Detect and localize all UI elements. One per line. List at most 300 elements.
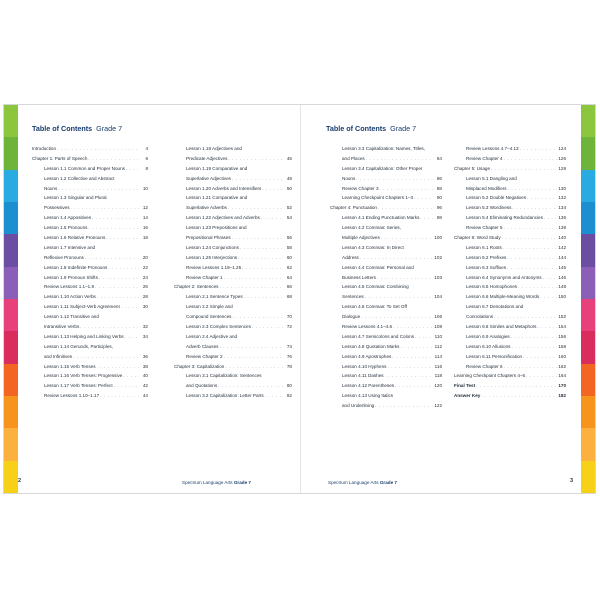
toc-entry-label: Lesson 4.6 Commas: To Set Off bbox=[342, 304, 407, 310]
dot-leader bbox=[99, 273, 139, 283]
dot-leader bbox=[125, 332, 139, 342]
toc-entry-page: 50 bbox=[286, 185, 292, 191]
toc-entry-page: 98 bbox=[436, 215, 442, 221]
color-band-segment bbox=[581, 202, 595, 234]
toc-entry-label: Lesson 1.16 Verb Tenses: Progressive bbox=[44, 373, 123, 379]
toc-entry-page: 60 bbox=[286, 254, 292, 260]
toc-entry bbox=[454, 322, 566, 332]
book-spread bbox=[3, 104, 596, 494]
toc-entry-page: 20 bbox=[142, 254, 148, 260]
toc-entry-page: 28 bbox=[142, 294, 148, 300]
dot-leader bbox=[232, 233, 283, 243]
dot-leader bbox=[228, 203, 283, 213]
toc-entry bbox=[174, 233, 292, 243]
page-footer bbox=[182, 480, 251, 485]
dot-leader bbox=[123, 371, 139, 381]
toc-entry bbox=[454, 312, 566, 322]
dot-leader bbox=[491, 164, 557, 174]
toc-entry bbox=[174, 184, 292, 194]
dot-leader bbox=[219, 282, 283, 292]
toc-entry bbox=[330, 233, 442, 243]
toc-entry-page: 108 bbox=[434, 324, 442, 330]
toc-entry-label: Misplaced Modifiers bbox=[466, 185, 507, 191]
toc-entry bbox=[32, 164, 148, 174]
toc-entry-page: 128 bbox=[558, 165, 566, 171]
dot-leader bbox=[523, 352, 557, 362]
dot-leader bbox=[540, 292, 557, 302]
dot-leader bbox=[504, 154, 557, 164]
toc-entry-label: Review Chapter 2 bbox=[186, 353, 223, 359]
toc-entry-page: 145 bbox=[558, 264, 566, 270]
toc-entry-label: Final Test bbox=[454, 383, 476, 389]
toc-entry-label: Lesson 1.17 Verb Tenses: Perfect bbox=[44, 383, 113, 389]
color-band-segment bbox=[4, 202, 18, 234]
toc-entry-page: 162 bbox=[558, 363, 566, 369]
toc-entry-page: 112 bbox=[434, 343, 442, 349]
toc-entry bbox=[174, 223, 292, 233]
color-band-segment bbox=[581, 299, 595, 331]
toc-entry-page: 38 bbox=[142, 363, 148, 369]
toc-entry-label: Lesson 1.22 Adjectives and Adverbs bbox=[186, 215, 260, 221]
dot-leader bbox=[503, 243, 557, 253]
toc-entry-page: 116 bbox=[434, 363, 442, 369]
dot-leader bbox=[261, 213, 283, 223]
dot-leader bbox=[380, 184, 433, 194]
color-band-segment bbox=[581, 331, 595, 363]
dot-leader bbox=[392, 352, 433, 362]
toc-entry-page: 88 bbox=[436, 185, 442, 191]
toc-entry-page: 164 bbox=[558, 373, 566, 379]
toc-entry-label: Review Lessons 1.10–1.17 bbox=[44, 393, 100, 399]
toc-entry bbox=[32, 184, 148, 194]
page-number: 2 bbox=[18, 478, 22, 484]
dot-leader bbox=[92, 213, 139, 223]
toc-entry-label: Review Chapter 6 bbox=[466, 363, 503, 369]
dot-leader bbox=[414, 193, 433, 203]
toc-entry-label: Prepositional Phrases bbox=[186, 235, 231, 241]
dot-leader bbox=[415, 332, 433, 342]
toc-entry-label: Business Letters bbox=[342, 274, 376, 280]
toc-entry bbox=[330, 213, 442, 223]
toc-entry-label: Chapter 2: Sentences bbox=[174, 284, 219, 290]
toc-entry-page: 106 bbox=[434, 314, 442, 320]
toc-entry bbox=[330, 144, 442, 154]
toc-entry bbox=[454, 233, 566, 243]
toc-entry-page: 44 bbox=[142, 393, 148, 399]
dot-leader bbox=[366, 154, 433, 164]
toc-entry-label: Lesson 5.1 Dangling and bbox=[466, 175, 517, 181]
toc-entry bbox=[454, 273, 566, 283]
toc-entry-label: Dialogue bbox=[342, 314, 361, 320]
toc-entry bbox=[330, 302, 442, 312]
toc-entry bbox=[454, 332, 566, 342]
toc-entry-label: Lesson 1.13 Helping and Linking Verbs bbox=[44, 333, 124, 339]
toc-entry-label: Lesson 6.7 Denotations and bbox=[466, 304, 524, 310]
toc-entry bbox=[454, 174, 566, 184]
toc-entry-label: Intransitive Verbs bbox=[44, 324, 80, 330]
toc-entry-label: Lesson 4.8 Quotation Marks bbox=[342, 343, 400, 349]
toc-entry bbox=[32, 292, 148, 302]
toc-entry-page: 154 bbox=[558, 324, 566, 330]
toc-entry bbox=[330, 371, 442, 381]
toc-entry-page: 34 bbox=[142, 333, 148, 339]
toc-entry bbox=[174, 302, 292, 312]
toc-entry-label: Lesson 4.9 Apostrophes bbox=[342, 353, 392, 359]
toc-entry bbox=[32, 154, 148, 164]
toc-entry bbox=[32, 282, 148, 292]
toc-entry bbox=[454, 213, 566, 223]
toc-entry-label: Lesson 3.2 Capitalization: Letter Parts bbox=[186, 393, 264, 399]
toc-entry-page: 122 bbox=[434, 403, 442, 409]
toc-entry bbox=[330, 253, 442, 263]
dot-leader bbox=[378, 203, 433, 213]
toc-entry-page: 40 bbox=[142, 373, 148, 379]
toc-entry-page: 56 bbox=[286, 235, 292, 241]
toc-entry-label: Review Chapter 1 bbox=[186, 274, 223, 280]
toc-entry-page: 72 bbox=[286, 324, 292, 330]
toc-column-2 bbox=[174, 144, 292, 401]
toc-entry-label: Lesson 4.10 Hyphens bbox=[342, 363, 387, 369]
toc-entry-label: Lesson 2.1 Sentence Types bbox=[186, 294, 243, 300]
toc-entry bbox=[32, 332, 148, 342]
toc-column-2 bbox=[454, 144, 566, 401]
toc-entry-label: Lesson 1.3 Singular and Plural bbox=[44, 195, 107, 201]
toc-entry-page: 138 bbox=[558, 225, 566, 231]
toc-entry-page: 182 bbox=[558, 393, 566, 399]
toc-entry-page: 150 bbox=[558, 294, 566, 300]
toc-entry-label: Compound Sentences bbox=[186, 314, 232, 320]
dot-leader bbox=[395, 381, 433, 391]
toc-entry-label: Lesson 1.10 Action Verbs bbox=[44, 294, 96, 300]
color-band-segment bbox=[4, 170, 18, 202]
dot-leader bbox=[252, 322, 283, 332]
color-band-segment bbox=[4, 396, 18, 428]
footer-grade: Grade 7 bbox=[233, 480, 251, 485]
toc-entry bbox=[174, 371, 292, 381]
toc-entry-page: 90 bbox=[436, 195, 442, 201]
toc-entry-label: Lesson 1.19 Comparative and bbox=[186, 165, 248, 171]
dot-leader bbox=[356, 174, 433, 184]
dot-leader bbox=[88, 223, 139, 233]
toc-entry bbox=[32, 193, 148, 203]
color-band-segment bbox=[4, 331, 18, 363]
toc-entry bbox=[330, 401, 442, 411]
toc-entry bbox=[330, 184, 442, 194]
toc-entry bbox=[454, 302, 566, 312]
toc-entry-label: Lesson 4.7 Semicolons and Colons bbox=[342, 333, 415, 339]
page-footer bbox=[328, 480, 397, 485]
toc-entry-page: 120 bbox=[434, 383, 442, 389]
toc-entry-label: Answer Key bbox=[454, 393, 481, 399]
toc-entry-label: Learning Checkpoint Chapters 1–3 bbox=[342, 195, 413, 201]
dot-leader bbox=[393, 322, 433, 332]
dot-leader bbox=[360, 253, 433, 263]
toc-entry-page: 148 bbox=[558, 284, 566, 290]
toc-entry bbox=[32, 253, 148, 263]
toc-entry-page: 58 bbox=[286, 244, 292, 250]
toc-entry-page: 82 bbox=[286, 393, 292, 399]
toc-entry bbox=[454, 164, 566, 174]
toc-entry bbox=[32, 371, 148, 381]
toc-entry-label: and Underlining bbox=[342, 403, 375, 409]
toc-entry-page: 46 bbox=[286, 155, 292, 161]
toc-entry-label: and Quotations bbox=[186, 383, 218, 389]
toc-entry-label: Lesson 1.12 Transitive and bbox=[44, 314, 99, 320]
toc-entry bbox=[174, 253, 292, 263]
toc-entry-label: Lesson 1.4 Appositives bbox=[44, 215, 91, 221]
toc-entry bbox=[174, 243, 292, 253]
color-band-segment bbox=[581, 137, 595, 169]
toc-entry-label: Introduction bbox=[32, 146, 57, 151]
toc-entry-page: 42 bbox=[142, 383, 148, 389]
toc-entry bbox=[32, 263, 148, 273]
toc-entry-label: Review Chapter 3 bbox=[342, 185, 379, 191]
dot-leader bbox=[385, 371, 433, 381]
toc-entry bbox=[454, 203, 566, 213]
dot-leader bbox=[88, 154, 139, 164]
dot-leader bbox=[73, 352, 139, 362]
toc-entry bbox=[174, 193, 292, 203]
toc-entry bbox=[330, 332, 442, 342]
toc-entry bbox=[330, 312, 442, 322]
footer-grade: Grade 7 bbox=[379, 480, 397, 485]
toc-entry-page: 52 bbox=[286, 205, 292, 211]
toc-entry-page: 78 bbox=[286, 363, 292, 369]
toc-entry bbox=[330, 342, 442, 352]
toc-entry-page: 36 bbox=[142, 353, 148, 359]
toc-entry-page: 136 bbox=[558, 215, 566, 221]
dot-leader bbox=[240, 243, 283, 253]
dot-leader bbox=[377, 273, 433, 283]
toc-entry bbox=[330, 174, 442, 184]
toc-entry-page: 170 bbox=[558, 383, 566, 389]
dot-leader bbox=[108, 263, 139, 273]
toc-entry bbox=[454, 371, 566, 381]
toc-entry-page: 110 bbox=[434, 333, 442, 339]
toc-entry-page: 118 bbox=[434, 373, 442, 379]
toc-entry bbox=[454, 243, 566, 253]
toc-entry bbox=[32, 213, 148, 223]
toc-entry-label: Review Lessons 4.1–4.6 bbox=[342, 324, 393, 330]
toc-entry-label: Chapter 6: Word Study bbox=[454, 235, 501, 241]
toc-entry-page: 96 bbox=[436, 205, 442, 211]
dot-leader bbox=[511, 332, 557, 342]
toc-entry bbox=[454, 292, 566, 302]
toc-entry-label: Chapter 3: Capitalization bbox=[174, 363, 225, 369]
toc-entry-label: Nouns bbox=[342, 175, 356, 181]
toc-entry-page: 158 bbox=[558, 343, 566, 349]
color-band-segment bbox=[581, 105, 595, 137]
toc-entry-label: and Places bbox=[342, 155, 365, 161]
dot-leader bbox=[95, 282, 139, 292]
dot-leader bbox=[361, 312, 433, 322]
dot-leader bbox=[381, 233, 433, 243]
color-band-segment bbox=[4, 364, 18, 396]
color-band-segment bbox=[581, 364, 595, 396]
toc-entry-label: Lesson 1.25 Interjections bbox=[186, 254, 238, 260]
footer-series: Spectrum Language Arts bbox=[328, 480, 379, 485]
toc-entry-label: Lesson 1.23 Prepositions and bbox=[186, 225, 247, 231]
left-page bbox=[18, 105, 294, 493]
dot-leader bbox=[504, 223, 557, 233]
dot-leader bbox=[508, 184, 557, 194]
color-band-segment bbox=[4, 428, 18, 460]
toc-entry-page: 114 bbox=[434, 353, 442, 359]
toc-entry-label: Nouns bbox=[44, 185, 58, 191]
toc-entry bbox=[174, 352, 292, 362]
footer-series: Spectrum Language Arts bbox=[182, 480, 233, 485]
dot-leader bbox=[218, 381, 283, 391]
dot-leader bbox=[228, 154, 283, 164]
toc-entry bbox=[454, 362, 566, 372]
toc-entry-page: 84 bbox=[436, 155, 442, 161]
dot-leader bbox=[232, 312, 283, 322]
toc-entry bbox=[174, 391, 292, 401]
toc-entry-label: Lesson 1.6 Relative Pronouns bbox=[44, 235, 106, 241]
toc-entry-label: Lesson 4.13 Using Italics bbox=[342, 393, 394, 399]
toc-entry-label: Lesson 1.9 Pronoun Shifts bbox=[44, 274, 98, 280]
dot-leader bbox=[375, 401, 433, 411]
toc-entry bbox=[174, 312, 292, 322]
toc-entry bbox=[32, 381, 148, 391]
page-number: 3 bbox=[570, 478, 574, 484]
toc-entry bbox=[174, 154, 292, 164]
toc-entry-label: Lesson 5.3 Wordiness bbox=[466, 205, 512, 211]
toc-entry-page: 152 bbox=[558, 314, 566, 320]
toc-entry bbox=[454, 342, 566, 352]
toc-entry-page: 104 bbox=[434, 294, 442, 300]
color-band-segment bbox=[4, 234, 18, 266]
toc-entry-label: Adverb Clauses bbox=[186, 343, 219, 349]
color-band-left bbox=[4, 105, 18, 493]
toc-entry bbox=[174, 282, 292, 292]
toc-entry-label: Lesson 1.11 Subject-Verb Agreement bbox=[44, 304, 120, 310]
page-gutter bbox=[300, 105, 301, 493]
toc-entry-page: 130 bbox=[558, 185, 566, 191]
toc-entry bbox=[454, 144, 566, 154]
toc-entry-label: Lesson 1.8 Indefinite Pronouns bbox=[44, 264, 108, 270]
page-title bbox=[326, 124, 416, 133]
toc-entry-page: 64 bbox=[286, 274, 292, 280]
toc-entry-page: 8 bbox=[145, 165, 148, 171]
toc-entry-label: Lesson 3.1 Capitalization: Sentences bbox=[186, 373, 262, 379]
toc-entry-label: Lesson 6.5 Homophones bbox=[466, 284, 518, 290]
toc-entry bbox=[32, 362, 148, 372]
dot-leader bbox=[420, 213, 433, 223]
dot-leader bbox=[126, 164, 139, 174]
toc-entry bbox=[32, 174, 148, 184]
toc-entry-label: Lesson 1.20 Adverbs and Intensifiers bbox=[186, 185, 262, 191]
dot-leader bbox=[106, 233, 139, 243]
toc-entry-page: 160 bbox=[558, 353, 566, 359]
dot-leader bbox=[114, 381, 139, 391]
dot-leader bbox=[242, 263, 283, 273]
toc-entry-page: 68 bbox=[286, 294, 292, 300]
toc-entry-label: Lesson 1.18 Adjectives and bbox=[186, 146, 242, 151]
dot-leader bbox=[511, 342, 557, 352]
toc-entry-page: 48 bbox=[286, 175, 292, 181]
dot-leader bbox=[512, 203, 557, 213]
toc-entry-label: Lesson 6.9 Analogies bbox=[466, 333, 510, 339]
toc-entry bbox=[454, 184, 566, 194]
toc-entry bbox=[330, 362, 442, 372]
toc-entry-page: 6 bbox=[145, 155, 148, 161]
toc-entry-page: 24 bbox=[142, 274, 148, 280]
toc-entry bbox=[330, 203, 442, 213]
toc-entry-label: Lesson 5.2 Double Negatives bbox=[466, 195, 527, 201]
dot-leader bbox=[97, 292, 139, 302]
toc-entry-page: 140 bbox=[558, 235, 566, 241]
toc-entry bbox=[174, 164, 292, 174]
toc-entry-page: 18 bbox=[142, 235, 148, 241]
dot-leader bbox=[232, 174, 283, 184]
toc-entry-label: Sentences bbox=[342, 294, 364, 300]
toc-entry-page: 124 bbox=[558, 146, 566, 151]
toc-entry-page: 66 bbox=[286, 284, 292, 290]
toc-entry-page: 26 bbox=[142, 284, 148, 290]
dot-leader bbox=[71, 203, 139, 213]
toc-entry-label: Lesson 6.8 Similes and Metaphors bbox=[466, 324, 537, 330]
toc-entry-page: 86 bbox=[436, 175, 442, 181]
toc-entry-label: Predicate Adjectives bbox=[186, 155, 228, 161]
toc-entry-label: Lesson 2.3 Complex Sentences bbox=[186, 324, 251, 330]
toc-entry bbox=[330, 391, 442, 401]
toc-entry-label: Lesson 1.14 Gerunds, Participles, bbox=[44, 343, 113, 349]
toc-entry-label: Multiple Adjectives bbox=[342, 235, 380, 241]
toc-entry bbox=[330, 292, 442, 302]
toc-entry-label: Lesson 3.4 Capitalization: Other Proper bbox=[342, 165, 423, 171]
dot-leader bbox=[507, 263, 557, 273]
toc-entry-label: Chapter 1: Parts of Speech bbox=[32, 155, 88, 161]
toc-entry bbox=[454, 391, 566, 401]
toc-entry-page: 80 bbox=[286, 383, 292, 389]
color-band-right bbox=[581, 105, 595, 493]
toc-entry-page: 126 bbox=[558, 155, 566, 161]
dot-leader bbox=[224, 273, 283, 283]
toc-entry bbox=[174, 213, 292, 223]
toc-entry-label: Lesson 6.6 Multiple-Meaning Words bbox=[466, 294, 540, 300]
toc-entry-label: Connotations bbox=[466, 314, 494, 320]
toc-entry-label: Lesson 4.11 Dashes bbox=[342, 373, 384, 379]
dot-leader bbox=[526, 371, 557, 381]
dot-leader bbox=[537, 322, 557, 332]
dot-leader bbox=[365, 292, 433, 302]
toc-entry-label: and Infinitives bbox=[44, 353, 73, 359]
toc-column-1 bbox=[330, 144, 442, 411]
toc-entry bbox=[330, 263, 442, 273]
toc-entry bbox=[174, 203, 292, 213]
toc-entry-page: 54 bbox=[286, 215, 292, 221]
dot-leader bbox=[543, 273, 557, 283]
toc-entry-label: Chapter 4: Punctuation bbox=[330, 205, 377, 211]
dot-leader bbox=[80, 322, 139, 332]
toc-entry-page: 134 bbox=[558, 205, 566, 211]
toc-entry-label: Review Chapter 4 bbox=[466, 155, 503, 161]
toc-entry-page: 16 bbox=[142, 225, 148, 231]
dot-leader bbox=[527, 193, 557, 203]
toc-entry-label: Lesson 5.4 Eliminating Redundancies bbox=[466, 215, 543, 221]
title-text: Table of Contents bbox=[32, 124, 93, 133]
toc-entry-label: Lesson 4.4 Commas: Personal and bbox=[342, 264, 414, 270]
toc-entry-label: Lesson 3.3 Capitalization: Names, Titles, bbox=[342, 146, 425, 151]
toc-entry-label: Superlative Adjectives bbox=[186, 175, 231, 181]
toc-entry bbox=[32, 342, 148, 352]
toc-entry-label: Lesson 6.3 Suffixes bbox=[466, 264, 507, 270]
toc-entry-label: Review Lessons 1.1–1.9 bbox=[44, 284, 95, 290]
color-band-segment bbox=[4, 299, 18, 331]
dot-leader bbox=[494, 312, 557, 322]
dot-leader bbox=[387, 362, 433, 372]
